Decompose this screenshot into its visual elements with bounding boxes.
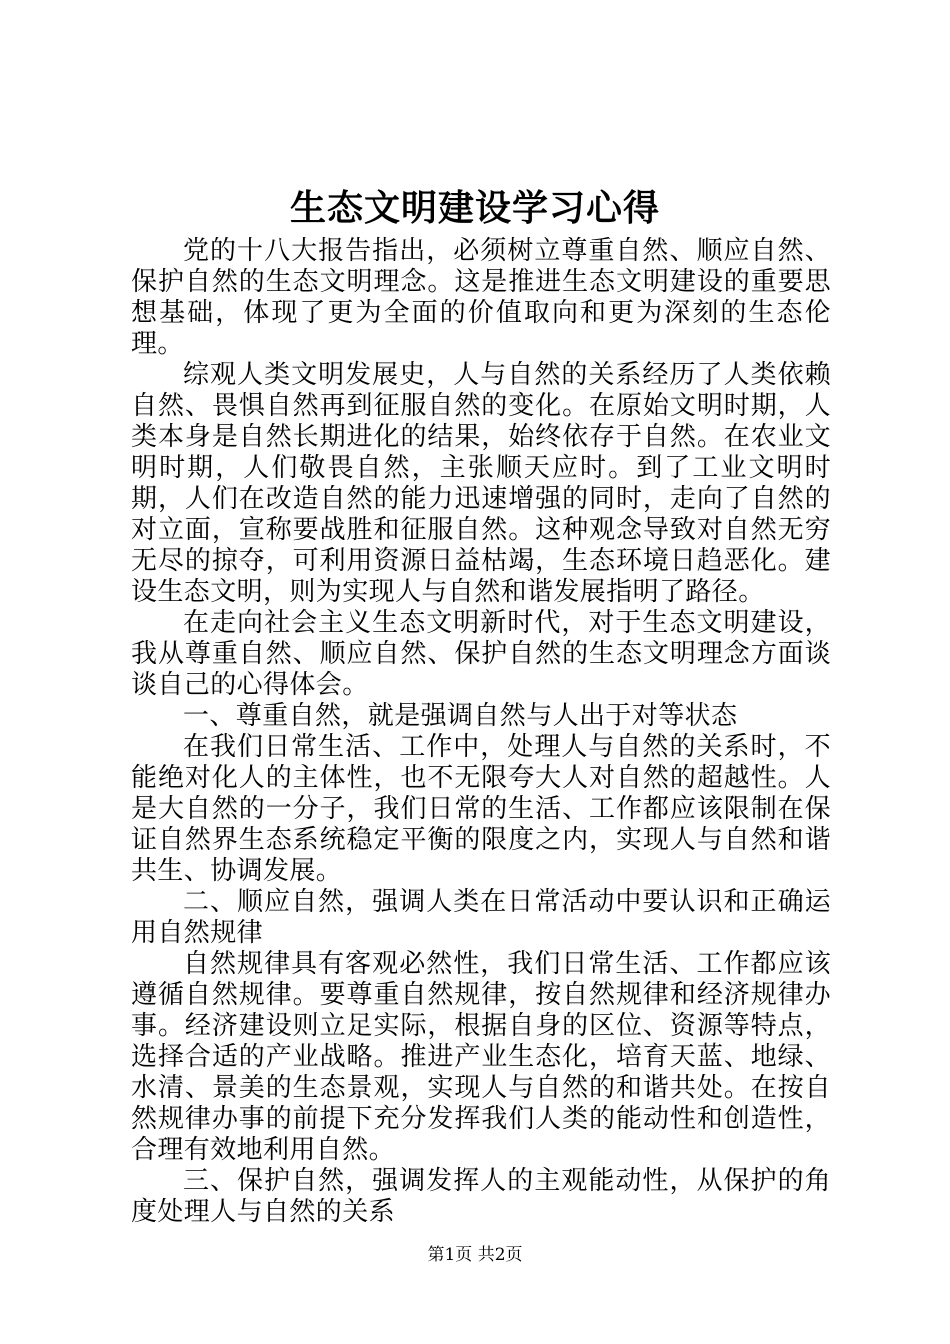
paragraph-history: 综观人类文明发展史，人与自然的关系经历了人类依赖自然、畏惧自然再到征服自然的变化。在原始文明时期，人类本身是自然长期进化的结果，始终依存于自然。在农业文明时期，人们敬畏自然，主张顺天应时。到了工业文明时期，人们在改造自然的能力迅速增强的同时，走向了自然的对立面，宣称要战胜和征服自然。这种观念导致对自然无穷无尽的掠夺，可利用资源日益枯竭，生态环境日趋恶化。建设生态文明，则为实现人与自然和谐发展指明了路径。 xyxy=(131,360,831,607)
heading-conform-nature: 二、顺应自然，强调人类在日常活动中要认识和正确运用自然规律 xyxy=(131,887,831,948)
paragraph-conform-nature: 自然规律具有客观必然性，我们日常生活、工作都应该遵循自然规律。要尊重自然规律，按自然规律和经济规律办事。经济建设则立足实际，根据自身的区位、资源等特点，选择合适的产业战略。推进产业生态化，培育天蓝、地绿、水清、景美的生态景观，实现人与自然的和谐共处。在按自然规律办事的前提下充分发挥我们人类的能动性和创造性，合理有效地利用自然。 xyxy=(131,949,831,1165)
paragraph-intro: 党的十八大报告指出，必须树立尊重自然、顺应自然、保护自然的生态文明理念。这是推进生态文明建设的重要思想基础，体现了更为全面的价值取向和更为深刻的生态伦理。 xyxy=(131,236,831,359)
document-title: 生态文明建设学习心得 xyxy=(289,187,660,229)
heading-protect-nature: 三、保护自然，强调发挥人的主观能动性，从保护的角度处理人与自然的关系 xyxy=(131,1166,831,1227)
heading-respect-nature: 一、尊重自然，就是强调自然与人出于对等状态 xyxy=(183,701,738,731)
paragraph-respect-nature: 在我们日常生活、工作中，处理人与自然的关系时，不能绝对化人的主体性，也不无限夸大人对自然的超越性。人是大自然的一分子，我们日常的生活、工作都应该限制在保证自然界生态系统稳定平衡的限度之内，实现人与自然和谐共生、协调发展。 xyxy=(131,732,831,886)
document-body xyxy=(131,236,831,1228)
page-number-footer: 第1页 共2页 xyxy=(427,1245,523,1265)
paragraph-purpose: 在走向社会主义生态文明新时代，对于生态文明建设，我从尊重自然、顺应自然、保护自然的生态文明理念方面谈谈自己的心得体会。 xyxy=(131,608,831,700)
